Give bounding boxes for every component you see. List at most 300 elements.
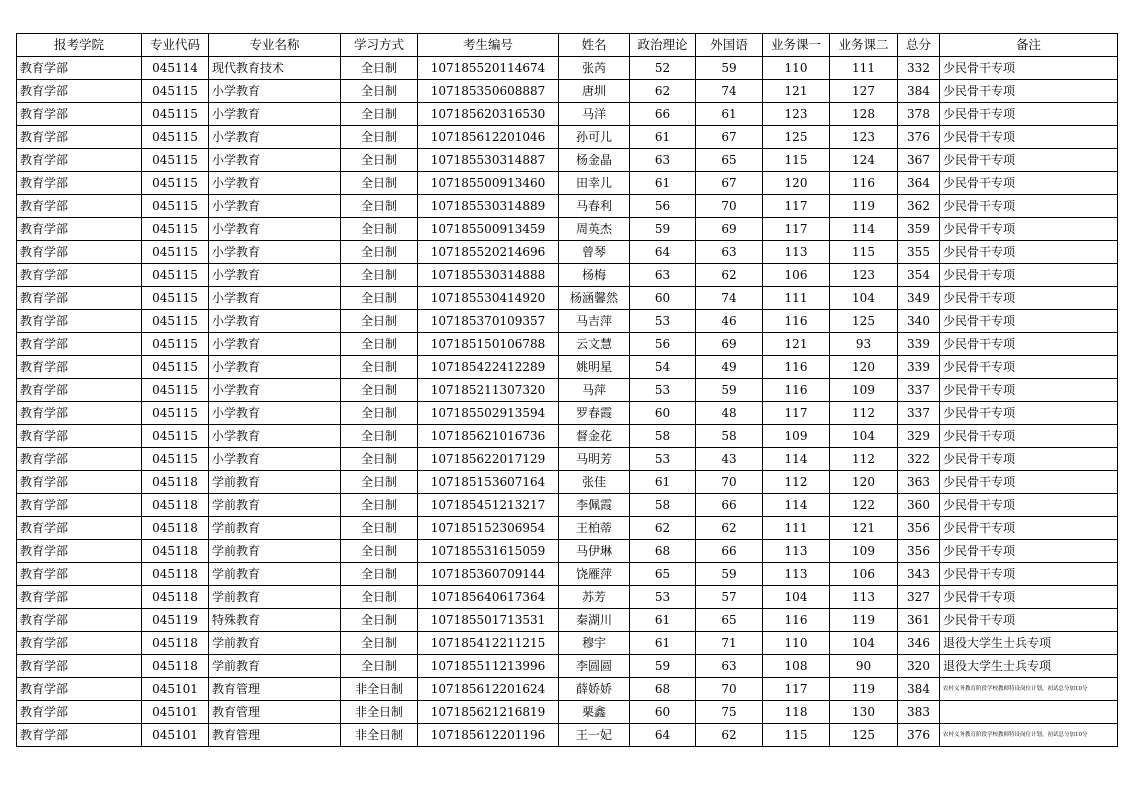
cell-remarks: 少民骨干专项 bbox=[940, 149, 1118, 172]
cell-foreign-language-score: 70 bbox=[696, 678, 763, 701]
cell-name: 张佳 bbox=[559, 471, 630, 494]
cell-major-name: 小学教育 bbox=[209, 218, 341, 241]
cell-name: 姚明星 bbox=[559, 356, 630, 379]
cell-name: 杨梅 bbox=[559, 264, 630, 287]
table-row bbox=[17, 632, 1118, 655]
cell-remarks: 少民骨干专项 bbox=[940, 425, 1118, 448]
cell-name: 饶雁萍 bbox=[559, 563, 630, 586]
table-body bbox=[17, 57, 1118, 747]
cell-major-code: 045115 bbox=[142, 379, 209, 402]
cell-politics-score: 56 bbox=[630, 333, 696, 356]
cell-subject-one-score: 110 bbox=[763, 632, 830, 655]
cell-candidate-id: 107185153607164 bbox=[418, 471, 559, 494]
cell-study-mode: 全日制 bbox=[341, 448, 418, 471]
cell-major-code: 045115 bbox=[142, 356, 209, 379]
cell-college: 教育学部 bbox=[17, 494, 142, 517]
cell-candidate-id: 107185530414920 bbox=[418, 287, 559, 310]
table-row bbox=[17, 701, 1118, 724]
cell-candidate-id: 107185152306954 bbox=[418, 517, 559, 540]
cell-foreign-language-score: 61 bbox=[696, 103, 763, 126]
cell-major-name: 教育管理 bbox=[209, 678, 341, 701]
cell-candidate-id: 107185412211215 bbox=[418, 632, 559, 655]
cell-subject-two-score: 113 bbox=[830, 586, 898, 609]
cell-candidate-id: 107185530314889 bbox=[418, 195, 559, 218]
cell-college: 教育学部 bbox=[17, 402, 142, 425]
cell-politics-score: 65 bbox=[630, 563, 696, 586]
cell-candidate-id: 107185520214696 bbox=[418, 241, 559, 264]
cell-subject-one-score: 113 bbox=[763, 540, 830, 563]
table-row bbox=[17, 425, 1118, 448]
cell-name: 唐圳 bbox=[559, 80, 630, 103]
cell-politics-score: 56 bbox=[630, 195, 696, 218]
table-row bbox=[17, 172, 1118, 195]
cell-college: 教育学部 bbox=[17, 517, 142, 540]
cell-remarks: 少民骨干专项 bbox=[940, 494, 1118, 517]
cell-college: 教育学部 bbox=[17, 149, 142, 172]
cell-name: 马萍 bbox=[559, 379, 630, 402]
cell-remarks: 少民骨干专项 bbox=[940, 264, 1118, 287]
cell-subject-one-score: 125 bbox=[763, 126, 830, 149]
cell-college: 教育学部 bbox=[17, 471, 142, 494]
cell-foreign-language-score: 62 bbox=[696, 517, 763, 540]
cell-study-mode: 全日制 bbox=[341, 609, 418, 632]
header-candidate-id: 考生编号 bbox=[418, 34, 559, 57]
cell-subject-two-score: 130 bbox=[830, 701, 898, 724]
cell-name: 杨金晶 bbox=[559, 149, 630, 172]
cell-college: 教育学部 bbox=[17, 172, 142, 195]
cell-study-mode: 全日制 bbox=[341, 402, 418, 425]
cell-foreign-language-score: 59 bbox=[696, 57, 763, 80]
cell-major-code: 045115 bbox=[142, 172, 209, 195]
header-study-mode: 学习方式 bbox=[341, 34, 418, 57]
cell-remarks: 少民骨干专项 bbox=[940, 379, 1118, 402]
table-row bbox=[17, 655, 1118, 678]
cell-major-name: 小学教育 bbox=[209, 80, 341, 103]
cell-politics-score: 61 bbox=[630, 126, 696, 149]
cell-major-name: 小学教育 bbox=[209, 333, 341, 356]
cell-major-name: 学前教育 bbox=[209, 586, 341, 609]
cell-candidate-id: 107185502913594 bbox=[418, 402, 559, 425]
cell-major-code: 045115 bbox=[142, 218, 209, 241]
cell-name: 马明芳 bbox=[559, 448, 630, 471]
cell-name: 马伊琳 bbox=[559, 540, 630, 563]
cell-major-code: 045101 bbox=[142, 724, 209, 747]
header-college: 报考学院 bbox=[17, 34, 142, 57]
cell-major-name: 小学教育 bbox=[209, 149, 341, 172]
cell-college: 教育学部 bbox=[17, 379, 142, 402]
cell-total-score: 354 bbox=[898, 264, 940, 287]
cell-study-mode: 全日制 bbox=[341, 218, 418, 241]
cell-study-mode: 全日制 bbox=[341, 425, 418, 448]
cell-total-score: 339 bbox=[898, 356, 940, 379]
header-foreign-language: 外国语 bbox=[696, 34, 763, 57]
cell-major-code: 045115 bbox=[142, 310, 209, 333]
cell-college: 教育学部 bbox=[17, 356, 142, 379]
cell-major-name: 现代教育技术 bbox=[209, 57, 341, 80]
cell-study-mode: 全日制 bbox=[341, 655, 418, 678]
cell-subject-one-score: 108 bbox=[763, 655, 830, 678]
cell-candidate-id: 107185620316530 bbox=[418, 103, 559, 126]
cell-major-code: 045115 bbox=[142, 195, 209, 218]
cell-remarks: 退役大学生士兵专项 bbox=[940, 632, 1118, 655]
cell-total-score: 339 bbox=[898, 333, 940, 356]
cell-subject-two-score: 127 bbox=[830, 80, 898, 103]
cell-subject-two-score: 112 bbox=[830, 402, 898, 425]
cell-college: 教育学部 bbox=[17, 80, 142, 103]
cell-major-code: 045118 bbox=[142, 471, 209, 494]
cell-study-mode: 全日制 bbox=[341, 310, 418, 333]
cell-college: 教育学部 bbox=[17, 448, 142, 471]
cell-name: 马吉萍 bbox=[559, 310, 630, 333]
cell-total-score: 360 bbox=[898, 494, 940, 517]
cell-major-code: 045115 bbox=[142, 264, 209, 287]
cell-politics-score: 54 bbox=[630, 356, 696, 379]
cell-foreign-language-score: 69 bbox=[696, 333, 763, 356]
table-row bbox=[17, 264, 1118, 287]
cell-candidate-id: 107185370109357 bbox=[418, 310, 559, 333]
cell-politics-score: 68 bbox=[630, 540, 696, 563]
cell-remarks: 少民骨干专项 bbox=[940, 471, 1118, 494]
cell-study-mode: 全日制 bbox=[341, 379, 418, 402]
cell-study-mode: 全日制 bbox=[341, 563, 418, 586]
cell-subject-one-score: 113 bbox=[763, 241, 830, 264]
cell-remarks: 少民骨干专项 bbox=[940, 517, 1118, 540]
cell-subject-two-score: 104 bbox=[830, 287, 898, 310]
cell-candidate-id: 107185612201196 bbox=[418, 724, 559, 747]
cell-total-score: 367 bbox=[898, 149, 940, 172]
cell-subject-one-score: 121 bbox=[763, 80, 830, 103]
cell-total-score: 383 bbox=[898, 701, 940, 724]
cell-major-code: 045101 bbox=[142, 678, 209, 701]
cell-major-code: 045118 bbox=[142, 494, 209, 517]
cell-study-mode: 非全日制 bbox=[341, 678, 418, 701]
admission-table bbox=[16, 33, 1118, 747]
cell-major-name: 学前教育 bbox=[209, 494, 341, 517]
cell-foreign-language-score: 57 bbox=[696, 586, 763, 609]
cell-foreign-language-score: 70 bbox=[696, 471, 763, 494]
table-row bbox=[17, 402, 1118, 425]
cell-subject-one-score: 116 bbox=[763, 356, 830, 379]
cell-study-mode: 全日制 bbox=[341, 586, 418, 609]
cell-remarks: 少民骨干专项 bbox=[940, 241, 1118, 264]
cell-total-score: 359 bbox=[898, 218, 940, 241]
cell-politics-score: 63 bbox=[630, 264, 696, 287]
cell-candidate-id: 107185451213217 bbox=[418, 494, 559, 517]
cell-subject-two-score: 119 bbox=[830, 678, 898, 701]
cell-study-mode: 全日制 bbox=[341, 494, 418, 517]
cell-college: 教育学部 bbox=[17, 632, 142, 655]
cell-major-name: 小学教育 bbox=[209, 264, 341, 287]
cell-subject-two-score: 121 bbox=[830, 517, 898, 540]
table-row bbox=[17, 103, 1118, 126]
cell-politics-score: 59 bbox=[630, 655, 696, 678]
cell-politics-score: 68 bbox=[630, 678, 696, 701]
cell-total-score: 337 bbox=[898, 379, 940, 402]
cell-politics-score: 53 bbox=[630, 310, 696, 333]
table-row bbox=[17, 724, 1118, 747]
cell-politics-score: 53 bbox=[630, 379, 696, 402]
cell-foreign-language-score: 63 bbox=[696, 655, 763, 678]
cell-politics-score: 61 bbox=[630, 632, 696, 655]
cell-total-score: 356 bbox=[898, 540, 940, 563]
cell-subject-two-score: 123 bbox=[830, 264, 898, 287]
cell-candidate-id: 107185621016736 bbox=[418, 425, 559, 448]
cell-total-score: 356 bbox=[898, 517, 940, 540]
cell-candidate-id: 107185350608887 bbox=[418, 80, 559, 103]
cell-study-mode: 非全日制 bbox=[341, 724, 418, 747]
cell-name: 秦湖川 bbox=[559, 609, 630, 632]
header-major-name: 专业名称 bbox=[209, 34, 341, 57]
cell-major-code: 045115 bbox=[142, 126, 209, 149]
cell-subject-one-score: 117 bbox=[763, 195, 830, 218]
cell-candidate-id: 107185640617364 bbox=[418, 586, 559, 609]
cell-study-mode: 全日制 bbox=[341, 632, 418, 655]
cell-subject-two-score: 120 bbox=[830, 356, 898, 379]
cell-name: 穆宇 bbox=[559, 632, 630, 655]
cell-remarks: 少民骨干专项 bbox=[940, 80, 1118, 103]
cell-foreign-language-score: 46 bbox=[696, 310, 763, 333]
cell-subject-two-score: 122 bbox=[830, 494, 898, 517]
cell-foreign-language-score: 66 bbox=[696, 540, 763, 563]
cell-politics-score: 60 bbox=[630, 701, 696, 724]
cell-subject-one-score: 116 bbox=[763, 609, 830, 632]
cell-major-code: 045115 bbox=[142, 80, 209, 103]
cell-college: 教育学部 bbox=[17, 287, 142, 310]
cell-subject-one-score: 111 bbox=[763, 517, 830, 540]
cell-major-name: 小学教育 bbox=[209, 241, 341, 264]
cell-college: 教育学部 bbox=[17, 701, 142, 724]
cell-foreign-language-score: 65 bbox=[696, 609, 763, 632]
cell-remarks: 少民骨干专项 bbox=[940, 172, 1118, 195]
cell-politics-score: 63 bbox=[630, 149, 696, 172]
cell-college: 教育学部 bbox=[17, 103, 142, 126]
header-subject-two: 业务课二 bbox=[830, 34, 898, 57]
table-row bbox=[17, 57, 1118, 80]
cell-name: 李佩霞 bbox=[559, 494, 630, 517]
cell-study-mode: 全日制 bbox=[341, 287, 418, 310]
cell-name: 王柏蒂 bbox=[559, 517, 630, 540]
header-remarks: 备注 bbox=[940, 34, 1118, 57]
cell-college: 教育学部 bbox=[17, 609, 142, 632]
cell-politics-score: 58 bbox=[630, 494, 696, 517]
cell-major-name: 学前教育 bbox=[209, 563, 341, 586]
cell-subject-one-score: 104 bbox=[763, 586, 830, 609]
cell-total-score: 376 bbox=[898, 126, 940, 149]
cell-subject-one-score: 111 bbox=[763, 287, 830, 310]
cell-candidate-id: 107185621216819 bbox=[418, 701, 559, 724]
cell-major-name: 小学教育 bbox=[209, 126, 341, 149]
cell-subject-one-score: 115 bbox=[763, 149, 830, 172]
cell-study-mode: 全日制 bbox=[341, 333, 418, 356]
cell-subject-one-score: 117 bbox=[763, 402, 830, 425]
table-row bbox=[17, 379, 1118, 402]
table-row bbox=[17, 287, 1118, 310]
cell-foreign-language-score: 62 bbox=[696, 264, 763, 287]
cell-total-score: 349 bbox=[898, 287, 940, 310]
cell-remarks: 农村义务教育阶段学校教师特设岗位计划，初试总分加10分 bbox=[940, 724, 1118, 747]
cell-subject-two-score: 111 bbox=[830, 57, 898, 80]
cell-subject-two-score: 104 bbox=[830, 632, 898, 655]
cell-name: 田幸儿 bbox=[559, 172, 630, 195]
cell-major-name: 教育管理 bbox=[209, 724, 341, 747]
cell-foreign-language-score: 62 bbox=[696, 724, 763, 747]
cell-foreign-language-score: 49 bbox=[696, 356, 763, 379]
table-row bbox=[17, 678, 1118, 701]
cell-foreign-language-score: 71 bbox=[696, 632, 763, 655]
cell-candidate-id: 107185211307320 bbox=[418, 379, 559, 402]
cell-subject-two-score: 115 bbox=[830, 241, 898, 264]
cell-foreign-language-score: 66 bbox=[696, 494, 763, 517]
cell-major-code: 045119 bbox=[142, 609, 209, 632]
table-row bbox=[17, 471, 1118, 494]
cell-candidate-id: 107185530314887 bbox=[418, 149, 559, 172]
cell-politics-score: 61 bbox=[630, 172, 696, 195]
cell-politics-score: 61 bbox=[630, 609, 696, 632]
cell-candidate-id: 107185530314888 bbox=[418, 264, 559, 287]
cell-major-name: 学前教育 bbox=[209, 632, 341, 655]
cell-college: 教育学部 bbox=[17, 678, 142, 701]
table-row bbox=[17, 218, 1118, 241]
cell-name: 马洋 bbox=[559, 103, 630, 126]
table-row bbox=[17, 448, 1118, 471]
cell-subject-one-score: 121 bbox=[763, 333, 830, 356]
cell-subject-two-score: 119 bbox=[830, 609, 898, 632]
cell-politics-score: 62 bbox=[630, 80, 696, 103]
cell-college: 教育学部 bbox=[17, 195, 142, 218]
table-row bbox=[17, 80, 1118, 103]
cell-subject-one-score: 118 bbox=[763, 701, 830, 724]
cell-name: 督金花 bbox=[559, 425, 630, 448]
cell-candidate-id: 107185622017129 bbox=[418, 448, 559, 471]
cell-total-score: 332 bbox=[898, 57, 940, 80]
cell-total-score: 378 bbox=[898, 103, 940, 126]
cell-remarks: 少民骨干专项 bbox=[940, 103, 1118, 126]
table-row bbox=[17, 195, 1118, 218]
cell-remarks: 农村义务教育阶段学校教师特设岗位计划，初试总分加10分 bbox=[940, 678, 1118, 701]
cell-total-score: 343 bbox=[898, 563, 940, 586]
cell-major-code: 045115 bbox=[142, 149, 209, 172]
cell-college: 教育学部 bbox=[17, 241, 142, 264]
cell-candidate-id: 107185422412289 bbox=[418, 356, 559, 379]
cell-total-score: 346 bbox=[898, 632, 940, 655]
table-row bbox=[17, 310, 1118, 333]
cell-subject-two-score: 93 bbox=[830, 333, 898, 356]
cell-study-mode: 全日制 bbox=[341, 149, 418, 172]
cell-college: 教育学部 bbox=[17, 586, 142, 609]
cell-subject-two-score: 116 bbox=[830, 172, 898, 195]
cell-major-code: 045115 bbox=[142, 448, 209, 471]
cell-subject-one-score: 123 bbox=[763, 103, 830, 126]
cell-total-score: 363 bbox=[898, 471, 940, 494]
table-row bbox=[17, 563, 1118, 586]
cell-remarks: 少民骨干专项 bbox=[940, 333, 1118, 356]
cell-subject-two-score: 90 bbox=[830, 655, 898, 678]
header-politics: 政治理论 bbox=[630, 34, 696, 57]
cell-total-score: 364 bbox=[898, 172, 940, 195]
cell-college: 教育学部 bbox=[17, 563, 142, 586]
cell-politics-score: 64 bbox=[630, 724, 696, 747]
cell-total-score: 320 bbox=[898, 655, 940, 678]
cell-total-score: 355 bbox=[898, 241, 940, 264]
header-total: 总分 bbox=[898, 34, 940, 57]
cell-major-name: 小学教育 bbox=[209, 356, 341, 379]
cell-candidate-id: 107185531615059 bbox=[418, 540, 559, 563]
cell-major-code: 045118 bbox=[142, 540, 209, 563]
cell-study-mode: 全日制 bbox=[341, 57, 418, 80]
cell-subject-two-score: 123 bbox=[830, 126, 898, 149]
table-row bbox=[17, 586, 1118, 609]
cell-candidate-id: 107185511213996 bbox=[418, 655, 559, 678]
cell-major-code: 045118 bbox=[142, 632, 209, 655]
cell-major-code: 045115 bbox=[142, 287, 209, 310]
cell-name: 曾琴 bbox=[559, 241, 630, 264]
cell-subject-one-score: 117 bbox=[763, 218, 830, 241]
cell-subject-one-score: 120 bbox=[763, 172, 830, 195]
table-row bbox=[17, 356, 1118, 379]
cell-remarks: 少民骨干专项 bbox=[940, 563, 1118, 586]
cell-major-code: 045115 bbox=[142, 333, 209, 356]
cell-remarks: 少民骨干专项 bbox=[940, 195, 1118, 218]
cell-total-score: 322 bbox=[898, 448, 940, 471]
cell-total-score: 384 bbox=[898, 678, 940, 701]
table-row bbox=[17, 126, 1118, 149]
cell-remarks: 少民骨干专项 bbox=[940, 448, 1118, 471]
cell-subject-two-score: 109 bbox=[830, 540, 898, 563]
cell-subject-one-score: 114 bbox=[763, 494, 830, 517]
cell-candidate-id: 107185360709144 bbox=[418, 563, 559, 586]
cell-subject-two-score: 128 bbox=[830, 103, 898, 126]
cell-subject-two-score: 104 bbox=[830, 425, 898, 448]
cell-politics-score: 52 bbox=[630, 57, 696, 80]
cell-politics-score: 61 bbox=[630, 471, 696, 494]
cell-major-code: 045118 bbox=[142, 517, 209, 540]
table-row bbox=[17, 609, 1118, 632]
cell-foreign-language-score: 59 bbox=[696, 379, 763, 402]
cell-remarks: 少民骨干专项 bbox=[940, 540, 1118, 563]
cell-study-mode: 全日制 bbox=[341, 80, 418, 103]
header-name: 姓名 bbox=[559, 34, 630, 57]
cell-subject-two-score: 124 bbox=[830, 149, 898, 172]
cell-candidate-id: 107185501713531 bbox=[418, 609, 559, 632]
cell-foreign-language-score: 63 bbox=[696, 241, 763, 264]
cell-candidate-id: 107185150106788 bbox=[418, 333, 559, 356]
cell-remarks: 少民骨干专项 bbox=[940, 356, 1118, 379]
cell-candidate-id: 107185612201624 bbox=[418, 678, 559, 701]
cell-major-code: 045118 bbox=[142, 586, 209, 609]
cell-major-code: 045115 bbox=[142, 402, 209, 425]
cell-foreign-language-score: 67 bbox=[696, 126, 763, 149]
cell-study-mode: 全日制 bbox=[341, 356, 418, 379]
cell-college: 教育学部 bbox=[17, 724, 142, 747]
cell-college: 教育学部 bbox=[17, 655, 142, 678]
cell-major-code: 045114 bbox=[142, 57, 209, 80]
cell-foreign-language-score: 67 bbox=[696, 172, 763, 195]
cell-major-name: 学前教育 bbox=[209, 517, 341, 540]
cell-major-name: 小学教育 bbox=[209, 172, 341, 195]
table-row bbox=[17, 517, 1118, 540]
cell-major-name: 小学教育 bbox=[209, 103, 341, 126]
cell-name: 孙可儿 bbox=[559, 126, 630, 149]
cell-major-name: 小学教育 bbox=[209, 448, 341, 471]
cell-major-name: 小学教育 bbox=[209, 287, 341, 310]
table-row bbox=[17, 149, 1118, 172]
cell-remarks: 少民骨干专项 bbox=[940, 287, 1118, 310]
cell-remarks: 少民骨干专项 bbox=[940, 218, 1118, 241]
cell-college: 教育学部 bbox=[17, 264, 142, 287]
cell-remarks: 少民骨干专项 bbox=[940, 609, 1118, 632]
cell-subject-one-score: 115 bbox=[763, 724, 830, 747]
cell-foreign-language-score: 70 bbox=[696, 195, 763, 218]
